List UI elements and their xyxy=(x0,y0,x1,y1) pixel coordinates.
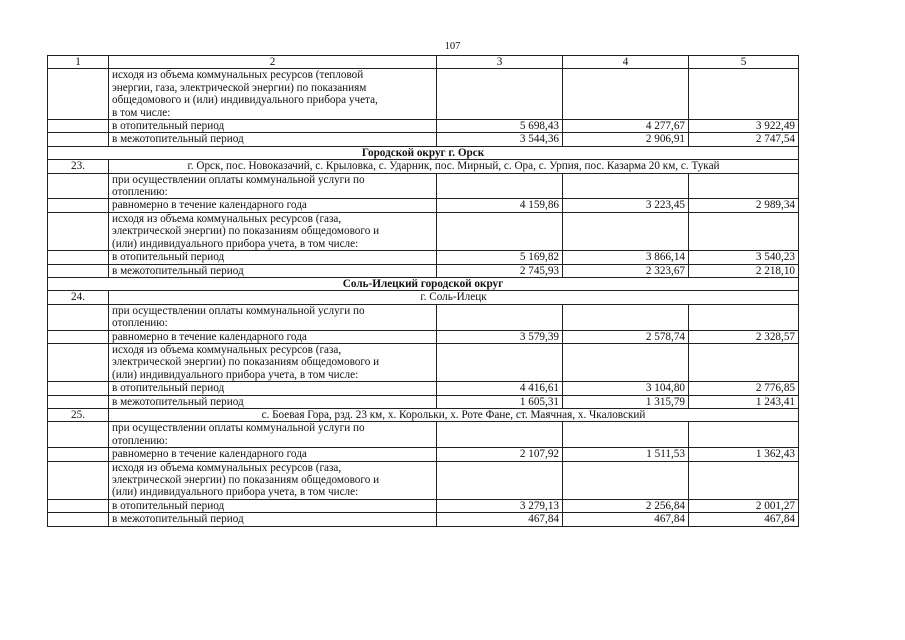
empty-cell xyxy=(48,461,109,499)
tariff-row xyxy=(48,513,799,526)
description-line: в том числе: xyxy=(112,106,171,119)
column-number: 3 xyxy=(437,56,563,69)
page-number: 107 xyxy=(444,41,461,52)
period-label: в отопительный период xyxy=(109,251,437,264)
tariff-row xyxy=(48,499,799,512)
tariff-value: 2 323,67 xyxy=(563,264,689,277)
description-text xyxy=(109,461,437,499)
description-line: (или) индивидуального прибора учета, в том числе: xyxy=(112,368,359,381)
description-line: исходя из объема коммунальных ресурсов (газа, xyxy=(112,343,342,356)
tariff-value: 1 243,41 xyxy=(689,395,799,408)
period-label: равномерно в течение календарного года xyxy=(109,330,437,343)
tariff-row xyxy=(48,448,799,461)
period-label: в межотопительный период xyxy=(109,264,437,277)
tariff-value: 467,84 xyxy=(437,513,563,526)
empty-cell xyxy=(48,448,109,461)
period-label: равномерно в течение календарного года xyxy=(109,199,437,212)
column-number: 5 xyxy=(689,56,799,69)
locality-list: г. Соль-Илецк xyxy=(109,291,799,304)
empty-cell xyxy=(48,173,109,199)
description-text xyxy=(109,173,437,199)
tariff-value: 3 104,80 xyxy=(563,382,689,395)
description-row xyxy=(48,212,799,250)
tariff-value: 3 540,23 xyxy=(689,251,799,264)
tariff-value: 2 747,54 xyxy=(689,133,799,146)
empty-cell xyxy=(48,304,109,330)
tariff-value: 2 001,27 xyxy=(689,499,799,512)
locality-row xyxy=(48,408,799,421)
tariff-value: 1 511,53 xyxy=(563,448,689,461)
tariff-value: 467,84 xyxy=(689,513,799,526)
tariff-value: 2 578,74 xyxy=(563,330,689,343)
description-text xyxy=(109,343,437,381)
tariff-row xyxy=(48,120,799,133)
empty-cell xyxy=(48,251,109,264)
tariff-value: 4 277,67 xyxy=(563,120,689,133)
description-line: (или) индивидуального прибора учета, в том числе: xyxy=(112,237,359,250)
tariff-value: 3 544,36 xyxy=(437,133,563,146)
period-label: равномерно в течение календарного года xyxy=(109,448,437,461)
empty-cell xyxy=(48,513,109,526)
tariff-value: 2 218,10 xyxy=(689,264,799,277)
tariff-value: 4 159,86 xyxy=(437,199,563,212)
empty-cell xyxy=(437,422,563,448)
description-row xyxy=(48,461,799,499)
empty-cell xyxy=(48,499,109,512)
district-section-row xyxy=(48,277,799,290)
description-text xyxy=(109,422,437,448)
tariff-value: 1 362,43 xyxy=(689,448,799,461)
district-title: Городской округ г. Орск xyxy=(48,146,799,159)
tariff-row xyxy=(48,199,799,212)
empty-cell xyxy=(563,304,689,330)
description-row xyxy=(48,69,799,120)
empty-cell xyxy=(48,199,109,212)
empty-cell xyxy=(689,422,799,448)
empty-cell xyxy=(48,212,109,250)
tariff-value: 5 169,82 xyxy=(437,251,563,264)
tariff-value: 467,84 xyxy=(563,513,689,526)
tariff-value: 2 745,93 xyxy=(437,264,563,277)
tariff-table-body xyxy=(48,56,799,527)
empty-cell xyxy=(689,173,799,199)
tariff-value: 3 223,45 xyxy=(563,199,689,212)
empty-cell xyxy=(48,69,109,120)
empty-cell xyxy=(48,330,109,343)
tariff-row xyxy=(48,382,799,395)
tariff-value: 3 922,49 xyxy=(689,120,799,133)
empty-cell xyxy=(48,133,109,146)
column-number: 4 xyxy=(563,56,689,69)
tariff-value: 2 989,34 xyxy=(689,199,799,212)
description-line: электрической энергии) по показаниям общедомового и xyxy=(112,474,380,486)
description-row xyxy=(48,422,799,448)
column-number: 2 xyxy=(109,56,437,69)
empty-cell xyxy=(689,304,799,330)
description-line: отоплению: xyxy=(112,434,168,447)
description-line: исходя из объема коммунальных ресурсов (газа, xyxy=(112,212,342,225)
period-label: в межотопительный период xyxy=(109,133,437,146)
row-number: 23. xyxy=(48,160,109,173)
tariff-value: 2 906,91 xyxy=(563,133,689,146)
description-line: энергии, газа, электрической энергии) по показаниям xyxy=(112,81,367,94)
empty-cell xyxy=(563,173,689,199)
empty-cell xyxy=(563,343,689,381)
tariff-value: 2 256,84 xyxy=(563,499,689,512)
empty-cell xyxy=(48,382,109,395)
description-line: исходя из объема коммунальных ресурсов (газа, xyxy=(112,461,342,474)
tariff-value: 1 315,79 xyxy=(563,395,689,408)
tariff-value: 2 776,85 xyxy=(689,382,799,395)
empty-cell xyxy=(437,212,563,250)
tariff-value: 3 866,14 xyxy=(563,251,689,264)
tariff-value: 4 416,61 xyxy=(437,382,563,395)
empty-cell xyxy=(689,343,799,381)
tariff-value: 5 698,43 xyxy=(437,120,563,133)
empty-cell xyxy=(689,212,799,250)
period-label: в отопительный период xyxy=(109,499,437,512)
column-number-row xyxy=(48,56,799,69)
district-section-row xyxy=(48,146,799,159)
description-text xyxy=(109,212,437,250)
tariff-value: 2 107,92 xyxy=(437,448,563,461)
period-label: в отопительный период xyxy=(109,382,437,395)
tariff-row xyxy=(48,133,799,146)
tariff-value: 3 279,13 xyxy=(437,499,563,512)
empty-cell xyxy=(437,343,563,381)
district-title: Соль-Илецкий городской округ xyxy=(48,277,799,290)
empty-cell xyxy=(563,69,689,120)
description-line: при осуществлении оплаты коммунальной услуги по xyxy=(112,422,365,435)
description-line: отоплению: xyxy=(112,186,168,199)
empty-cell xyxy=(563,212,689,250)
description-line: (или) индивидуального прибора учета, в том числе: xyxy=(112,486,359,499)
period-label: в межотопительный период xyxy=(109,395,437,408)
locality-list: г. Орск, пос. Новоказачий, с. Крыловка, с. Ударник, пос. Мирный, с. Ора, с. Урпия, пос. Казарма 20 км, с. Тукай xyxy=(109,160,799,173)
locality-row xyxy=(48,160,799,173)
empty-cell xyxy=(48,343,109,381)
row-number: 25. xyxy=(48,408,109,421)
empty-cell xyxy=(437,173,563,199)
locality-list: с. Боевая Гора, рзд. 23 км, х. Корольки, х. Роте Фане, ст. Маячная, х. Чкаловский xyxy=(109,408,799,421)
description-line: отоплению: xyxy=(112,317,168,330)
locality-row xyxy=(48,291,799,304)
empty-cell xyxy=(437,69,563,120)
tariff-value: 3 579,39 xyxy=(437,330,563,343)
description-text xyxy=(109,69,437,120)
tariff-table xyxy=(47,55,799,527)
empty-cell xyxy=(48,395,109,408)
description-line: электрической энергии) по показаниям общедомового и xyxy=(112,225,380,238)
tariff-row xyxy=(48,395,799,408)
empty-cell xyxy=(563,461,689,499)
description-line: при осуществлении оплаты коммунальной услуги по xyxy=(112,304,365,317)
description-line: общедомового и (или) индивидуального прибора учета, xyxy=(112,94,378,107)
description-row xyxy=(48,304,799,330)
column-number: 1 xyxy=(48,56,109,69)
empty-cell xyxy=(689,69,799,120)
tariff-row xyxy=(48,330,799,343)
empty-cell xyxy=(563,422,689,448)
tariff-value: 1 605,31 xyxy=(437,395,563,408)
empty-cell xyxy=(437,304,563,330)
empty-cell xyxy=(48,120,109,133)
row-number: 24. xyxy=(48,291,109,304)
tariff-row xyxy=(48,251,799,264)
empty-cell xyxy=(689,461,799,499)
description-text xyxy=(109,304,437,330)
description-row xyxy=(48,173,799,199)
description-row xyxy=(48,343,799,381)
period-label: в межотопительный период xyxy=(109,513,437,526)
period-label: в отопительный период xyxy=(109,120,437,133)
description-line: исходя из объема коммунальных ресурсов (тепловой xyxy=(112,69,364,82)
description-line: электрической энергии) по показаниям общедомового и xyxy=(112,356,380,369)
tariff-value: 2 328,57 xyxy=(689,330,799,343)
empty-cell xyxy=(48,422,109,448)
description-line: при осуществлении оплаты коммунальной услуги по xyxy=(112,173,365,186)
tariff-row xyxy=(48,264,799,277)
empty-cell xyxy=(48,264,109,277)
empty-cell xyxy=(437,461,563,499)
